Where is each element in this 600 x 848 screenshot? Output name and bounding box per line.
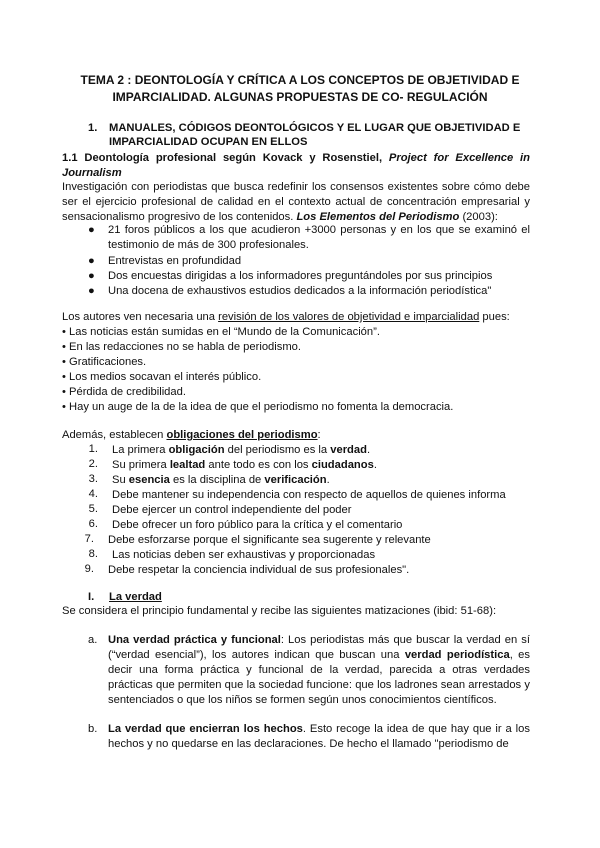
revision-sentence bbox=[62, 310, 510, 325]
list-number: 5. bbox=[88, 503, 98, 515]
item-b-bold: La verdad que encierran los hechos bbox=[108, 723, 303, 735]
list-item: 21 foros públicos a los que acudieron +3000 personas y en los que se examinó el testimonio de más de 300 profesionales. bbox=[108, 224, 530, 251]
bullet-dot: ● bbox=[88, 224, 95, 236]
list-number: 9. bbox=[84, 563, 94, 575]
section-I-number: I. bbox=[88, 591, 95, 603]
obligations-before: Además, establecen bbox=[62, 429, 164, 441]
list-item: La primera obligación del periodismo es la verdad. bbox=[112, 444, 371, 456]
revision-link: revisión de los valores de objetividad e imparcialidad bbox=[218, 311, 480, 323]
list-item: Debe mantener su independencia con respecto de aquellos de quienes informa bbox=[112, 489, 506, 501]
bullet-dot: ● bbox=[88, 285, 95, 297]
list-number: 8. bbox=[88, 548, 98, 560]
subsection-1-1-heading bbox=[62, 151, 530, 181]
list-item: • En las redacciones no se habla de periodismo. bbox=[62, 341, 301, 353]
obligations-intro bbox=[62, 428, 321, 443]
list-number: 2. bbox=[88, 458, 98, 470]
list-number: 4. bbox=[88, 488, 98, 500]
list-number: 7. bbox=[84, 533, 94, 545]
item-a-letter: a. bbox=[88, 634, 98, 646]
list-item: Debe esforzarse porque el significante sea sugerente y relevante bbox=[108, 534, 431, 546]
intro-book-title: Los Elementos del Periodismo bbox=[296, 211, 460, 223]
intro-year: (2003): bbox=[462, 211, 498, 223]
list-number: 6. bbox=[88, 518, 98, 530]
subsection-1-1-label: 1.1 Deontología profesional según Kovack y Rosenstiel, bbox=[62, 152, 383, 164]
section-1-heading: MANUALES, CÓDIGOS DEONTOLÓGICOS Y EL LUGAR QUE OBJETIVIDAD E IMPARCIALIDAD OCUPAN EN ELLOS bbox=[109, 122, 521, 148]
list-item: Debe respetar la conciencia individual de sus profesionales". bbox=[108, 564, 410, 576]
list-item: Debe ejercer un control independiente del poder bbox=[112, 504, 352, 516]
bullet-dot: ● bbox=[88, 255, 95, 267]
item-a-paragraph: Una verdad práctica y funcional: Los periodistas más que buscar la verdad en sí (“verdad esencial”), los autores indican que buscan una verdad periodística, es decir una forma práctica y funcional de la verdad, parecida a otras verdades prácticas que permiten que la sociedad funcione: que los ladrones sean arrestados y sentenciados o que los niños se formen según unos conocimientos científicos. bbox=[108, 634, 530, 706]
document-title: TEMA 2 : DEONTOLOGÍA Y CRÍTICA A LOS CONCEPTOS DE OBJETIVIDAD E IMPARCIALIDAD. ALGUNAS PROPUESTAS DE CO- REGULACIÓN bbox=[80, 73, 520, 104]
item-a-bold: Una verdad práctica y funcional bbox=[108, 634, 281, 646]
list-item: Una docena de exhaustivos estudios dedicados a la información periodística" bbox=[108, 285, 492, 297]
list-item: Debe ofrecer un foro público para la crítica y el comentario bbox=[112, 519, 403, 531]
item-a-bold2: verdad periodística bbox=[404, 649, 510, 661]
item-b-paragraph: La verdad que encierran los hechos. Esto recoge la idea de que hay que ir a los hechos y no quedarse en las declaraciones. De hecho el llamado "periodismo de bbox=[108, 723, 530, 750]
list-item: Su primera lealtad ante todo es con los ciudadanos. bbox=[112, 459, 377, 471]
subsection-1-1-italic: Project for Excellence in Journalism bbox=[62, 152, 530, 179]
obligations-link: obligaciones del periodismo bbox=[166, 429, 318, 441]
list-item: • Hay un auge de la de la idea de que el periodismo no fomenta la democracia. bbox=[62, 401, 454, 413]
intro-text: Investigación con periodistas que busca redefinir los consensos existentes sobre cómo debe ser el ejercicio profesional de calidad en el contexto actual de concentración empresarial y sensacionalismo progresivo de los contenidos. bbox=[62, 181, 530, 223]
list-item: Las noticias deben ser exhaustivas y proporcionadas bbox=[112, 549, 376, 561]
revision-after: pues: bbox=[482, 311, 510, 323]
bullet-dot: ● bbox=[88, 270, 95, 282]
list-item: • Los medios socavan el interés público. bbox=[62, 371, 262, 383]
section-I-intro: Se considera el principio fundamental y recibe las siguientes matizaciones (ibid: 51-68): bbox=[62, 605, 497, 617]
section-1-number: 1. bbox=[88, 122, 98, 134]
section-I-heading: La verdad bbox=[109, 591, 162, 603]
list-item: • Pérdida de credibilidad. bbox=[62, 386, 186, 398]
revision-before: Los autores ven necesaria una bbox=[62, 311, 215, 323]
intro-paragraph bbox=[62, 180, 530, 225]
list-item: • Las noticias están sumidas en el “Mundo de la Comunicación”. bbox=[62, 326, 380, 338]
list-number: 1. bbox=[88, 443, 98, 455]
list-item: Entrevistas en profundidad bbox=[108, 255, 242, 267]
list-item: Dos encuestas dirigidas a los informadores preguntándoles por sus principios bbox=[108, 270, 493, 282]
item-b-letter: b. bbox=[88, 723, 98, 735]
list-item: Su esencia es la disciplina de verificación. bbox=[112, 474, 330, 486]
obligations-after: : bbox=[317, 429, 321, 441]
list-number: 3. bbox=[88, 473, 98, 485]
list-item: • Gratificaciones. bbox=[62, 356, 147, 368]
